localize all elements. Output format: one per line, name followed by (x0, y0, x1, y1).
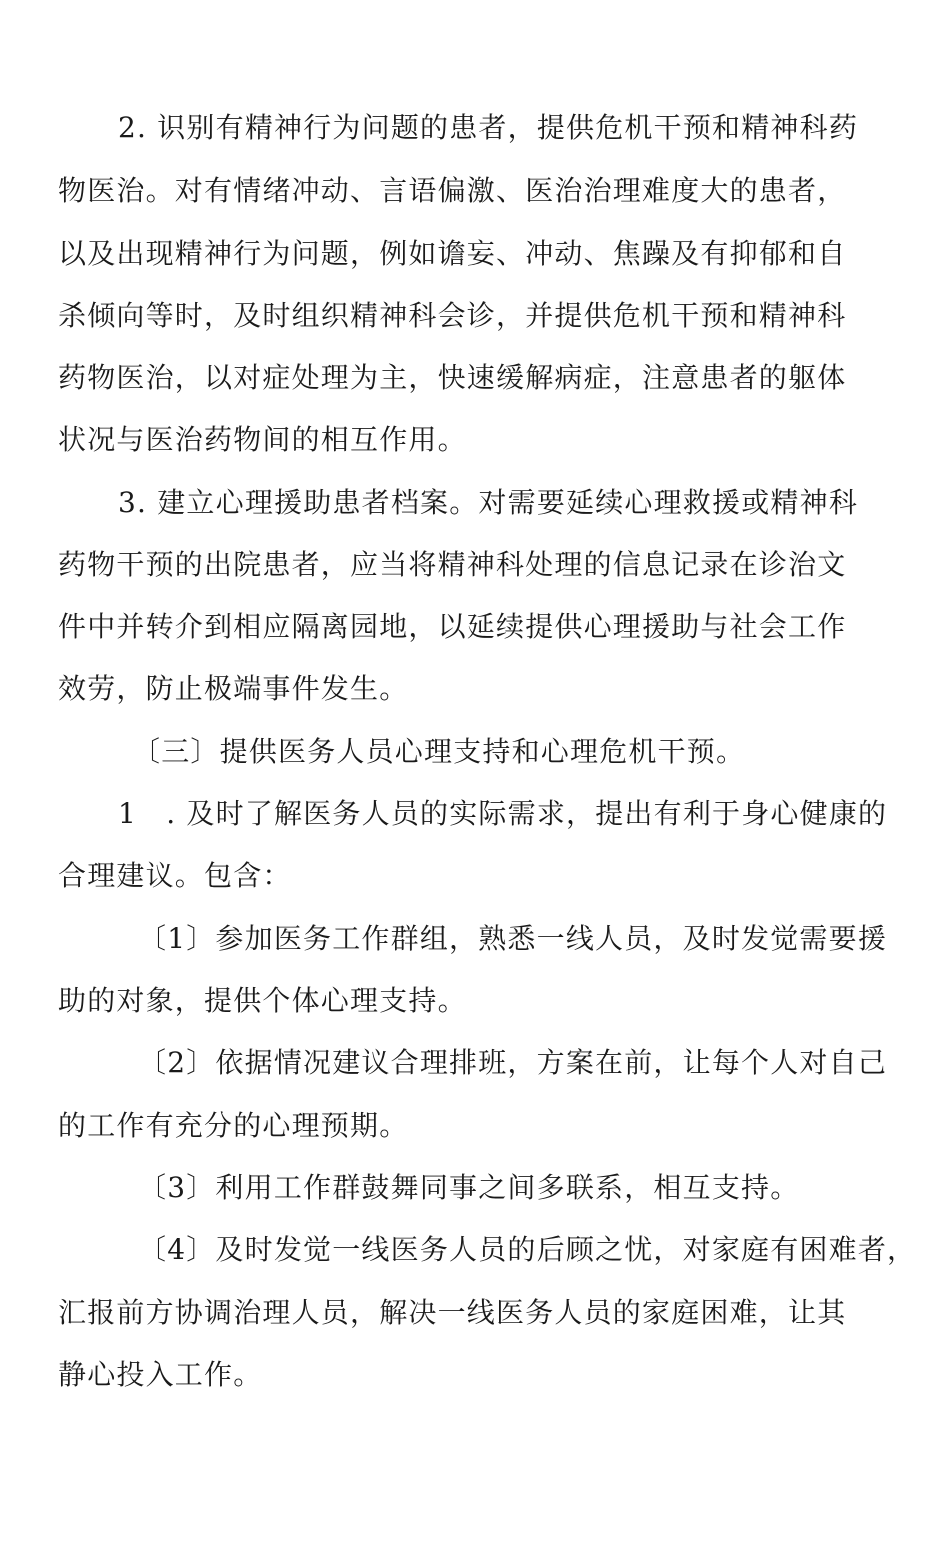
text-line: 杀倾向等时，及时组织精神科会诊，并提供危机干预和精神科 (58, 299, 847, 332)
text-line: 〔1〕参加医务工作群组，熟悉一线人员，及时发觉需要援 (138, 922, 888, 955)
text-line: 件中并转介到相应隔离园地，以延续提供心理援助与社会工作 (58, 610, 847, 643)
text-line: 药物医治，以对症处理为主，快速缓解病症，注意患者的躯体 (58, 361, 847, 394)
text-line: 3. 建立心理援助患者档案。对需要延续心理救援或精神科 (118, 486, 859, 519)
text-line: 2. 识别有精神行为问题的患者，提供危机干预和精神科药 (118, 111, 859, 144)
text-line: 合理建议。包含： (58, 859, 292, 892)
text-line: 静心投入工作。 (58, 1358, 263, 1391)
text-line: 以及出现精神行为问题，例如谵妄、冲动、焦躁及有抑郁和自 (58, 237, 847, 270)
text-line: 的工作有充分的心理预期。 (58, 1109, 409, 1142)
text-line: 〔3〕利用工作群鼓舞同事之间多联系，相互支持。 (138, 1171, 800, 1204)
text-line: 效劳，防止极端事件发生。 (58, 672, 409, 705)
section-heading: 〔三〕提供医务人员心理支持和心理危机干预。 (132, 735, 746, 768)
text-line: 〔2〕依据情况建议合理排班，方案在前，让每个人对自己 (138, 1046, 888, 1079)
text-line: 药物干预的出院患者，应当将精神科处理的信息记录在诊治文 (58, 548, 847, 581)
text-line: 状况与医治药物间的相互作用。 (58, 423, 467, 456)
text-line: 汇报前方协调治理人员，解决一线医务人员的家庭困难，让其 (58, 1296, 847, 1329)
text-line: 物医治。对有情绪冲动、言语偏激、医治治理难度大的患者， (58, 174, 847, 207)
text-line: 〔4〕及时发觉一线医务人员的后顾之忧，对家庭有困难者， (138, 1233, 917, 1266)
text-line: 助的对象，提供个体心理支持。 (58, 984, 467, 1017)
text-line: 1 . 及时了解医务人员的实际需求，提出有利于身心健康的 (118, 797, 888, 830)
